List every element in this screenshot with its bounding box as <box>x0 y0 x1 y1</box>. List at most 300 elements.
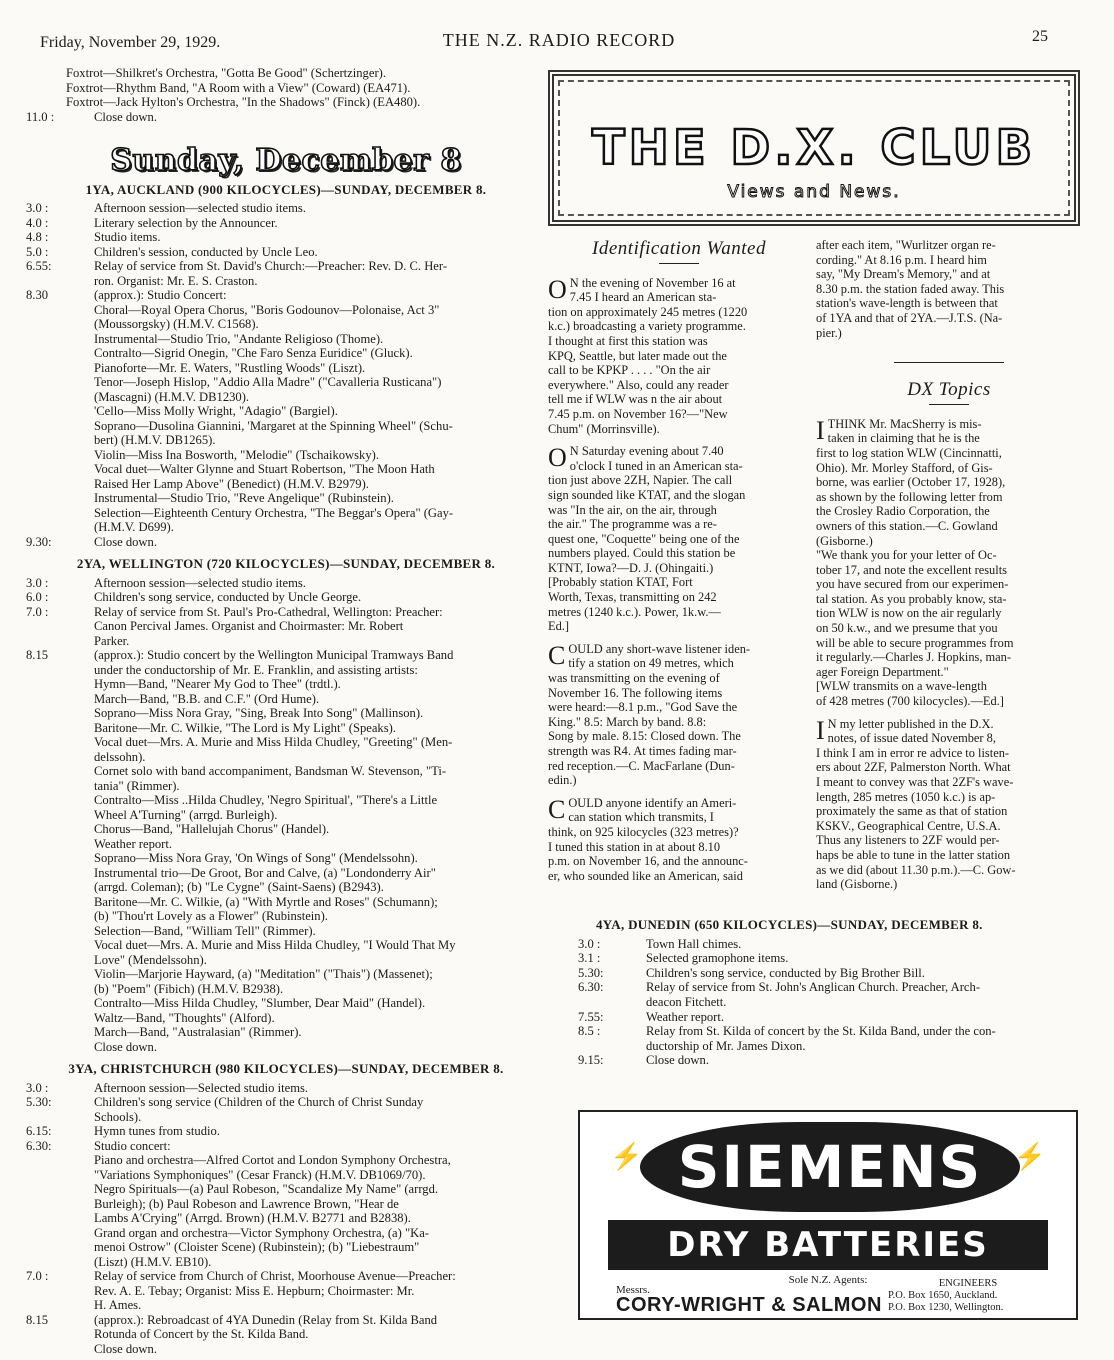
letter-line: pier.) <box>816 325 842 340</box>
letter-line: say, "My Dream's Memory," and at <box>816 267 991 282</box>
programme-time: 4.8 : <box>26 230 49 244</box>
letter-line: [Probably station KTAT, Fort <box>548 575 693 590</box>
programme-line <box>26 390 546 405</box>
letter-line: metres (1240 k.c.). Power, 1k.w.— <box>548 604 721 619</box>
programme-text: (approx.): Studio concert by the Wellington Municipal Tramways Band <box>94 648 454 662</box>
address-auckland: P.O. Box 1650, Auckland. <box>888 1290 998 1301</box>
programme-line <box>26 230 546 245</box>
letter-line: of 1YA and that of 2YA.—J.T.S. (Na- <box>816 310 1003 325</box>
programme-line <box>26 1298 546 1313</box>
programme-text: Vocal duet—Mrs. A. Murie and Miss Hilda Chudley, "Greeting" (Men- <box>94 735 453 749</box>
programme-text: Selected gramophone items. <box>646 951 789 966</box>
programme-time: 6.55: <box>26 259 52 273</box>
programme-text: Hymn tunes from studio. <box>94 1124 220 1138</box>
programme-line <box>26 1240 546 1255</box>
programme-line <box>26 1182 546 1197</box>
letter-line: of 428 metres (700 kilocycles).—Ed.] <box>816 694 1004 709</box>
programme-text: Relay of service from Church of Christ, Moorhouse Avenue—Preacher: <box>94 1269 456 1283</box>
programme-text: Close down. <box>94 1341 157 1356</box>
programme-text: Children's song service, conducted by Big Brother Bill. <box>646 965 925 980</box>
programme-line <box>26 967 546 982</box>
programme-line <box>26 1153 546 1168</box>
programme-time: 8.15 <box>26 648 49 662</box>
letter-line: o'clock I tuned in an American sta- <box>569 458 743 473</box>
address-wellington: P.O. Box 1230, Wellington. <box>888 1302 1004 1313</box>
programme-line <box>578 1024 1078 1039</box>
programme-text: Studio items. <box>94 230 161 244</box>
letter-line: KTNT, Iowa?—D. J. (Ohingaiti.) <box>548 560 714 575</box>
programme-text: under the conductorship of Mr. E. Franklin, and assisting artists: <box>94 662 418 677</box>
identification-wanted-title: Identification Wanted <box>592 238 766 259</box>
station-4ya-section <box>578 910 1078 1068</box>
letter-paragraph <box>548 642 810 788</box>
letter-line: N Saturday evening about 7.40 <box>569 444 724 459</box>
programme-time: 8.15 <box>26 1312 49 1327</box>
programme-text: Rev. A. E. Tebay; Organist: Miss E. Hepburn; Choirmaster: Mr. <box>94 1283 415 1298</box>
letter-line: "We thank you for your letter of Oc- <box>816 548 997 563</box>
letter-line: ers about 2ZF, Palmerston North. What <box>816 760 1011 775</box>
programme-line <box>26 808 546 823</box>
agents-label: Sole N.Z. Agents: <box>788 1274 868 1286</box>
programme-line <box>26 361 546 376</box>
letter-line: Song by male. 8.15: Closed down. The <box>548 729 741 744</box>
programme-text: Soprano—Miss Nora Gray, "Sing, Break Into Song" (Mallinson). <box>94 706 424 720</box>
divider <box>894 362 1004 363</box>
programme-line <box>578 1053 1078 1068</box>
programme-line <box>26 332 546 347</box>
programme-line <box>26 1025 546 1040</box>
letter-line: Thus any listeners to 2ZF would per- <box>816 833 1000 848</box>
programme-line: Foxtrot—Jack Hylton's Orchestra, "In the Shadows" (Finck) (EA480). <box>66 95 421 109</box>
programme-line <box>26 677 546 692</box>
programme-line <box>26 491 546 506</box>
programme-text: Relay of service from St. David's Church:—Preacher: Rev. D. C. Her- <box>94 259 448 273</box>
programme-line <box>26 938 546 953</box>
letter-line: [WLW transmits on a wave-length <box>816 679 987 694</box>
day-heading: Sunday, December 8 <box>110 143 462 178</box>
programme-text: Baritone—Mr. C. Wilkie, (a) "With Myrtle and Roses" (Schumann); <box>94 894 438 909</box>
programme-line <box>26 1168 546 1183</box>
programme-time: 7.55: <box>578 1009 604 1024</box>
programme-text: Burleigh); (b) Paul Robeson and Lawrence Brown, "Hear de <box>94 1196 399 1211</box>
letter-line: land (Gisborne.) <box>816 877 898 892</box>
programme-line <box>26 1226 546 1241</box>
programme-line <box>26 706 546 721</box>
programme-time: 6.30: <box>578 980 604 995</box>
programme-text: Canon Percival James. Organist and Choirmaster: Mr. Robert <box>94 619 404 633</box>
programme-time: 3.1 : <box>578 951 601 966</box>
letter-line: tal station. As you probably know, sta- <box>816 591 1007 606</box>
letter-line: November 16. The following items <box>548 685 723 700</box>
programme-line <box>26 634 546 649</box>
programme-text: tania" (Rimmer). <box>94 778 180 793</box>
letter-line: the Crosley Radio Corporation, the <box>816 504 990 519</box>
letter-line: KSKV., Geographical Centre, U.S.A. <box>816 818 1001 833</box>
programme-line: Foxtrot—Shilkret's Orchestra, "Gotta Be Good" (Schertzinger). <box>66 66 386 80</box>
programme-text: Lambs A'Crying" (Arrgd. Brown) (H.M.V. B2771 and B2838). <box>94 1211 411 1225</box>
letter-line: OULD anyone identify an Ameri- <box>568 795 737 810</box>
programme-line <box>26 288 546 303</box>
dx-club-subtitle: Views and News. <box>727 182 901 202</box>
letter-line: as we did (about 11.30 p.m.).—C. Gow- <box>816 862 1016 877</box>
station-4ya-programme <box>578 937 1078 1068</box>
letter-line: THINK Mr. MacSherry is mis- <box>827 416 982 431</box>
programme-text: deacon Fitchett. <box>646 994 727 1009</box>
divider <box>659 263 699 264</box>
programme-line <box>26 404 546 419</box>
letter-paragraph <box>816 717 1082 892</box>
programme-text: Hymn—Band, "Nearer My God to Thee" (trdtl.). <box>94 677 341 691</box>
letter-line: tion on approximately 245 metres (1220 <box>548 304 748 319</box>
dx-column-left <box>548 238 810 891</box>
programme-time: 6.30: <box>26 1138 52 1153</box>
programme-text: ductorship of Mr. James Dixon. <box>646 1038 806 1053</box>
programme-line <box>26 245 546 260</box>
programme-line <box>26 1255 546 1270</box>
letter-line: edin.) <box>548 773 577 788</box>
right-column <box>548 70 1084 892</box>
programme-line <box>26 837 546 852</box>
programme-text: March—Band, "B.B. and C.F." (Ord Hume). <box>94 691 320 706</box>
programme-text: Selection—Eighteenth Century Orchestra, "The Beggar's Opera" (Gay- <box>94 505 454 520</box>
programme-time: 5.30: <box>26 1095 52 1109</box>
programme-line <box>26 996 546 1011</box>
letter-line: Ed.] <box>548 619 569 634</box>
letter-line: quest one, "Coquette" being one of the <box>548 531 740 546</box>
programme-text: Negro Spirituals—(a) Paul Robeson, "Scandalize My Name" (arrgd. <box>94 1182 439 1196</box>
dx-club-title: THE D.X. CLUB <box>591 120 1037 176</box>
programme-text: Instrumental—Studio Trio, "Andante Religioso (Thome). <box>94 331 384 346</box>
letter-line: OULD any short-wave listener iden- <box>568 641 751 656</box>
programme-text: bert) (H.M.V. DB1265). <box>94 433 216 447</box>
page-header <box>40 30 1078 56</box>
station-heading-1ya: 1YA, AUCKLAND (900 KILOCYCLES)—SUNDAY, DECEMBER 8. <box>85 181 487 197</box>
letter-line: tify a station on 49 metres, which <box>568 656 734 671</box>
programme-text: Contralto—Sigrid Onegin, "Che Faro Senza Euridice" (Gluck). <box>94 346 413 360</box>
programme-text: Soprano—Miss Nora Gray, 'On Wings of Song" (Mendelssohn). <box>94 851 418 865</box>
programme-line <box>26 216 546 231</box>
programme-time: 7.0 : <box>26 1269 49 1283</box>
programme-text: Instrumental trio—De Groot, Bor and Calve, (a) "Londonderry Air" <box>94 865 436 880</box>
letter-line: first to log station WLW (Cincinnatti, <box>816 445 1002 460</box>
letter-line: 7.45 p.m. on November 16?—"New <box>548 406 728 421</box>
letter-line: strength was R4. At times fading mar- <box>548 744 737 758</box>
programme-time: 3.0 : <box>26 201 49 215</box>
letter-line: notes, of issue dated November 8, <box>827 731 996 746</box>
letter-line: N my letter published in the D.X. <box>827 716 994 731</box>
programme-text: (approx.): Studio Concert: <box>94 288 227 302</box>
programme-text: Studio concert: <box>94 1138 171 1153</box>
programme-line <box>26 590 546 605</box>
letter-paragraph <box>816 417 1082 709</box>
programme-text: Instrumental—Studio Trio, "Reve Angelique" (Rubinstein). <box>94 491 394 505</box>
letter-line: (Gisborne.) <box>816 533 873 548</box>
programme-text: Wheel A'Turning" (arrgd. Burleigh). <box>94 807 278 822</box>
programme-time: 3.0 : <box>26 575 49 590</box>
drop-cap: I <box>816 715 825 745</box>
programme-text: Contralto—Miss ..Hilda Chudley, 'Negro Spiritual', "There's a Little <box>94 793 438 807</box>
letter-line: I tuned this station in at about 8.10 <box>548 839 721 854</box>
brand-logo: SIEMENS <box>640 1122 1020 1212</box>
programme-line <box>26 1011 546 1026</box>
letter-continuation <box>816 238 1082 340</box>
programme-line <box>26 346 546 361</box>
letters-list <box>816 417 1082 892</box>
programme-line <box>26 201 546 216</box>
programme-time: 3.0 : <box>578 936 601 951</box>
programme-line <box>578 980 1078 995</box>
programme-line <box>26 663 546 678</box>
company-name: CORY-WRIGHT & SALMON <box>616 1294 882 1316</box>
programme-line <box>26 648 546 663</box>
programme-text: (Liszt) (H.M.V. EB10). <box>94 1254 212 1269</box>
programme-line <box>26 779 546 794</box>
programme-time: 5.0 : <box>26 244 49 259</box>
programme-text: Violin—Miss Ina Bosworth, "Melodie" (Tschaikowsky). <box>94 447 379 462</box>
programme-time: 9.15: <box>578 1053 604 1068</box>
programme-line <box>26 259 546 274</box>
programme-text: Love" (Mendelssohn). <box>94 952 207 967</box>
programme-line <box>26 1095 546 1110</box>
programme-line <box>578 1039 1078 1054</box>
programme-text: Literary selection by the Announcer. <box>94 215 278 230</box>
issue-date: Friday, November 29, 1929. <box>40 34 221 51</box>
letter-line: King." 8.5: March by band. 8.8: <box>548 714 707 729</box>
letter-paragraph <box>548 276 810 437</box>
programme-line <box>26 448 546 463</box>
programme-line <box>26 1124 546 1139</box>
programme-text: Afternoon session—Selected studio items. <box>94 1080 309 1095</box>
programme-text: Relay of service from St. John's Anglican Church. Preacher, Arch- <box>646 980 981 995</box>
drop-cap: O <box>548 443 567 473</box>
letter-line: sign sounded like KTAT, and the slogan <box>548 487 746 502</box>
programme-text: Vocal duet—Walter Glynne and Stuart Robertson, "The Moon Hath <box>94 462 435 476</box>
page-number: 25 <box>1032 28 1048 45</box>
letter-paragraph <box>548 796 810 884</box>
programme-text: Waltz—Band, "Thoughts" (Alford). <box>94 1010 275 1025</box>
product-banner: DRY BATTERIES <box>608 1220 1048 1270</box>
station-2ya-programme <box>26 576 546 1055</box>
letter-line: 8.30 p.m. the station faded away. This <box>816 281 1005 296</box>
programme-line <box>26 1197 546 1212</box>
letter-line: on 50 k.w., and we presume that you <box>816 621 998 636</box>
station-3ya-programme <box>26 1081 546 1357</box>
letter-line: KPQ, Seattle, but later made out the <box>548 348 727 363</box>
letter-line: cording." At 8.16 p.m. I heard him <box>816 252 987 267</box>
letter-line: I thought at first this station was <box>548 333 708 348</box>
drop-cap: C <box>548 794 566 824</box>
programme-line <box>26 1040 546 1055</box>
programme-line <box>26 735 546 750</box>
letter-line: length, 285 metres (1050 k.c.) is ap- <box>816 789 996 804</box>
letter-line: 7.45 I heard an American sta- <box>569 290 717 305</box>
programme-line <box>26 1110 546 1125</box>
programme-time: 7.0 : <box>26 604 49 619</box>
letter-line: Ohio). Mr. Morley Stafford, of Gis- <box>816 460 993 475</box>
programme-text: March—Band, "Australasian" (Rimmer). <box>94 1025 302 1039</box>
drop-cap: O <box>548 274 567 304</box>
programme-text: Vocal duet—Mrs. A. Murie and Miss Hilda Chudley, "I Would That My <box>94 938 456 952</box>
programme-text: delssohn). <box>94 749 146 764</box>
newspaper-title: THE N.Z. RADIO RECORD <box>442 30 676 50</box>
letter-line: as shown by the following letter from <box>816 489 1003 504</box>
programme-line <box>26 520 546 535</box>
programme-line <box>26 1342 546 1357</box>
programme-text: Violin—Marjorie Hayward, (a) "Meditation" ("Thais") (Massenet); <box>94 967 433 981</box>
station-1ya-programme <box>26 201 546 549</box>
programme-text: Pianoforte—Mr. E. Waters, "Rustling Woods" (Liszt). <box>94 360 366 375</box>
programme-line <box>26 303 546 318</box>
programme-text: 'Cello—Miss Molly Wright, "Adagio" (Bargiel). <box>94 404 338 418</box>
letter-line: k.c.) broadcasting a variety programme. <box>548 319 746 334</box>
letter-line: tion just above 2ZH, Napier. The call <box>548 473 733 488</box>
letter-line: station's wave-length is between that <box>816 296 998 311</box>
programme-text: Raised Her Lamp Above" (Benedict) (H.M.V. B2979). <box>94 476 369 491</box>
programme-line <box>26 1211 546 1226</box>
letter-line: it regularly.—Charles J. Hopkins, man- <box>816 650 1012 665</box>
letter-line: p.m. on November 16, and the announc- <box>548 854 748 869</box>
letter-line: red reception.—C. MacFarlane (Dun- <box>548 758 735 773</box>
letter-line: everywhere." Also, could any reader <box>548 377 729 392</box>
drop-cap: I <box>816 415 825 445</box>
divider <box>929 404 969 405</box>
programme-line <box>26 576 546 591</box>
programme-text: Choral—Royal Opera Chorus, "Boris Godounov—Polonaise, Act 3" <box>94 302 440 317</box>
programme-time: 6.0 : <box>26 590 49 604</box>
letter-paragraph <box>548 444 810 634</box>
programme-line <box>26 866 546 881</box>
programme-line <box>26 477 546 492</box>
programme-line <box>26 1139 546 1154</box>
programme-text: Parker. <box>94 633 130 648</box>
letter-line: tion WLW is now on the air regularly <box>816 606 1002 621</box>
letter-line: were heard:—8.1 p.m., "God Save the <box>548 700 738 715</box>
letter-line: will be able to secure programmes from <box>816 635 1014 650</box>
station-heading-4ya: 4YA, DUNEDIN (650 KILOCYCLES)—SUNDAY, DECEMBER 8. <box>596 917 983 932</box>
programme-text: (b) "Poem" (Fibich) (H.M.V. B2938). <box>94 981 284 996</box>
left-column-programmes <box>26 66 546 1356</box>
programme-time: 3.0 : <box>26 1080 49 1095</box>
programme-line <box>26 764 546 779</box>
programme-line <box>26 317 546 332</box>
programme-time: 4.0 : <box>26 215 49 230</box>
letter-line: tober 17, and note the excellent results <box>816 562 1007 577</box>
letter-line: the air." The programme was a re- <box>548 517 717 532</box>
programme-line <box>26 1081 546 1096</box>
station-heading-3ya: 3YA, CHRISTCHURCH (980 KILOCYCLES)—SUNDAY, DECEMBER 8. <box>68 1061 504 1076</box>
programme-line: 11.0 : Close down. <box>26 109 157 124</box>
letter-line: I meant to convey was that 2ZF's wave- <box>816 775 1014 789</box>
lightning-bolt-icon: ⚡ <box>1013 1142 1046 1171</box>
programme-time: 6.15: <box>26 1124 52 1138</box>
dx-column-right <box>816 238 1082 900</box>
programme-text: Grand organ and orchestra—Victor Symphony Orchestra, (a) "Ka- <box>94 1225 429 1240</box>
letter-line: proximately the same as that of station <box>816 804 1008 819</box>
programme-text: Afternoon session—selected studio items. <box>94 575 306 590</box>
programme-line <box>26 1269 546 1284</box>
company-addresses <box>888 1278 1048 1314</box>
messrs-label: Messrs. <box>616 1284 650 1296</box>
programme-text: menoi Ostrow" (Cloister Scene) (Rubinstein); (b) "Liebestraum" <box>94 1240 420 1254</box>
programme-text: "Variations Symphoniques" (Cesar Franck) (H.M.V. DB1069/70). <box>94 1167 426 1182</box>
programme-line <box>578 966 1078 981</box>
programme-line <box>26 1284 546 1299</box>
programme-line <box>26 895 546 910</box>
programme-text: Weather report. <box>646 1009 725 1024</box>
programme-text: Children's song service, conducted by Uncle George. <box>94 590 362 604</box>
lightning-bolt-icon: ⚡ <box>610 1142 643 1171</box>
letter-line: ager Foreign Department." <box>816 664 949 679</box>
programme-text: Tenor—Joseph Hislop, "Addio Alla Madre" ("Cavalleria Rusticana") <box>94 375 442 389</box>
programme-line <box>26 506 546 521</box>
letter-line: I think I am in error re advice to listen- <box>816 745 1010 760</box>
programme-line <box>26 1327 546 1342</box>
programme-line <box>26 419 546 434</box>
engineers-label: ENGINEERS <box>938 1278 998 1289</box>
programme-text: Children's session, conducted by Uncle Leo. <box>94 244 318 259</box>
letter-line: was "In the air, on the air, through <box>548 502 717 517</box>
programme-line <box>578 951 1078 966</box>
programme-line <box>26 909 546 924</box>
programme-text: (H.M.V. D699). <box>94 520 174 534</box>
programme-line <box>578 937 1078 952</box>
dx-club-banner <box>548 70 1080 226</box>
programme-line <box>26 953 546 968</box>
dx-columns <box>548 238 1084 892</box>
letter-line: numbers played. Could this station be <box>548 546 736 561</box>
letter-line: borne, was earlier (October 17, 1928), <box>816 475 1006 490</box>
programme-text: (b) "Thou'rt Lovely as a Flower" (Rubinstein). <box>94 909 328 923</box>
programme-text: Rotunda of Concert by the St. Kilda Band. <box>94 1327 309 1341</box>
programme-line: Foxtrot—Rhythm Band, "A Room with a View" (Coward) (EA471). <box>66 80 411 95</box>
programme-text: Close down. <box>94 534 157 549</box>
letter-line: taken in claiming that he is the <box>827 431 980 446</box>
programme-text: Weather report. <box>94 836 173 851</box>
programme-text: Schools). <box>94 1109 142 1124</box>
letters-list <box>548 276 810 884</box>
programme-line <box>26 721 546 736</box>
letter-line: after each item, "Wurlitzer organ re- <box>816 238 996 252</box>
programme-text: Chorus—Band, "Hallelujah Chorus" (Handel). <box>94 822 330 836</box>
programme-text: (approx.): Rebroadcast of 4YA Dunedin (Relay from St. Kilda Band <box>94 1312 438 1327</box>
programme-line <box>26 274 546 289</box>
station-heading-2ya: 2YA, WELLINGTON (720 KILOCYCLES)—SUNDAY, DECEMBER 8. <box>76 556 496 571</box>
programme-text: (Mascagni) (H.M.V. DB1230). <box>94 389 250 404</box>
programme-text: (arrgd. Coleman); (b) "Le Cygne" (Saint-Saens) (B2943). <box>94 880 384 894</box>
programme-text: Town Hall chimes. <box>646 936 742 951</box>
letter-line: you have secured from our experimen- <box>816 577 1009 592</box>
programme-text: Children's song service (Children of the Church of Christ Sunday <box>94 1095 424 1109</box>
programme-line <box>26 793 546 808</box>
programme-text: Piano and orchestra—Alfred Cortot and London Symphony Orchestra, <box>94 1153 451 1167</box>
programme-text: ron. Organist: Mr. E. S. Craston. <box>94 273 258 288</box>
programme-text: Cornet solo with band accompaniment, Bandsman W. Stevenson, "Ti- <box>94 764 447 778</box>
letter-line: tell me if WLW was n the air about <box>548 392 723 407</box>
programme-time: 8.30 <box>26 288 49 302</box>
letter-line: Chum" (Morrinsville). <box>548 421 660 436</box>
programme-line <box>26 375 546 390</box>
programme-text: (Moussorgsky) (H.M.V. C1568). <box>94 317 259 331</box>
programme-line <box>26 750 546 765</box>
drop-cap: C <box>548 640 566 670</box>
letter-line: call to be KPKP . . . . "On the air <box>548 363 711 378</box>
programme-line <box>26 692 546 707</box>
programme-line <box>26 619 546 634</box>
programme-text: Selection—Band, "William Tell" (Rimmer). <box>94 923 316 938</box>
programme-text: Close down. <box>646 1053 709 1068</box>
letter-line: was transmitting on the evening of <box>548 671 720 686</box>
programme-text: Contralto—Miss Hilda Chudley, "Slumber, Dear Maid" (Handel). <box>94 996 426 1010</box>
